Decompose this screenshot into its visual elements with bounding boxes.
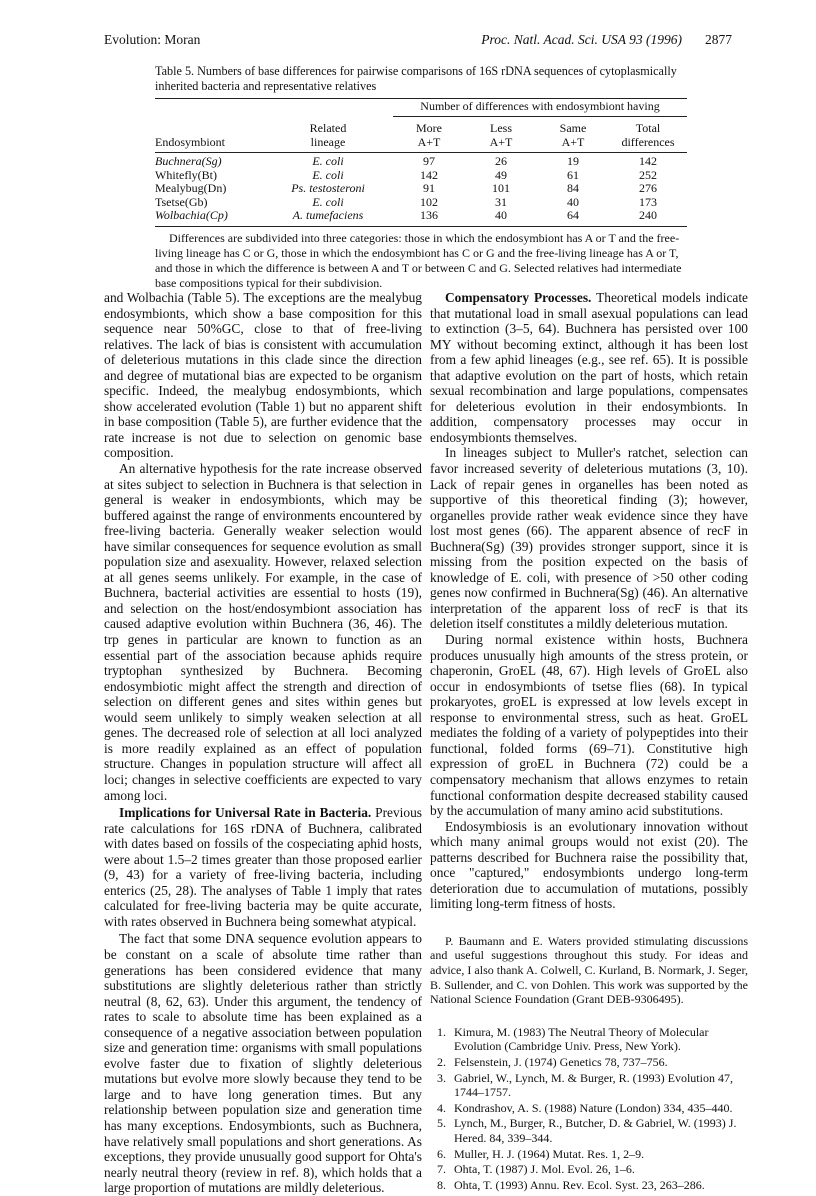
cell-less: 31: [495, 194, 507, 209]
reference-item: 7. Ohta, T. (1987) J. Mol. Evol. 26, 1–6.: [437, 1162, 635, 1177]
journal-citation: Proc. Natl. Acad. Sci. USA 93 (1996): [481, 32, 682, 47]
cell-total: 173: [639, 194, 657, 209]
table-row: [155, 209, 687, 223]
cell-related: Ps. testosteroni: [291, 181, 365, 195]
reference-item: 2. Felsenstein, J. (1974) Genetics 78, 737–756.: [437, 1055, 668, 1070]
col-header-total: Total differences: [621, 121, 675, 149]
col-header-more: More A+T: [416, 121, 442, 149]
cell-more: 97: [423, 154, 435, 168]
left-column: [104, 290, 422, 1196]
cell-less: 40: [495, 208, 507, 222]
table-span-header-row: [155, 99, 687, 117]
table-row: [155, 169, 687, 183]
reference-item: 3. Gabriel, W., Lynch, M. & Burger, R. (1993) Evolution 47, 1744–1757.: [437, 1070, 733, 1100]
table-span-header: [393, 99, 687, 117]
cell-more: 102: [420, 194, 438, 209]
acknowledgments: P. Baumann and E. Waters provided stimulating discussions and useful suggestions throughout this study. For ideas and advice, I also thank A. Colwell, C. Kurland, B. Normark, J. Seger, B. Sullender, and C. von Dohlen. This work was supported by the National Science Foundation (Grant DEB-9306495).: [430, 933, 748, 1007]
cell-same: 64: [567, 208, 579, 222]
cell-endosymbiont: Tsetse(Gb): [155, 194, 208, 209]
cell-related: E. coli: [312, 154, 344, 168]
cell-less: 49: [495, 167, 507, 182]
table-5: [155, 64, 687, 291]
cell-related: A. tumefaciens: [292, 208, 364, 222]
cell-endosymbiont: Mealybug(Dn): [155, 181, 227, 195]
page-number: 2877: [705, 32, 732, 47]
reference-item: 6. Muller, H. J. (1964) Mutat. Res. 1, 2–9.: [437, 1146, 645, 1161]
paragraph: During normal existence within hosts, Buchnera produces unusually high amounts of the stress protein, or chaperonin, GroEL (48, 67). High levels of GroEL also occur in endosymbionts of tsetse flies (68). In typical prokaryotes, groEL is expressed at low levels except in response to environmental stress, such as heat. GroEL mediates the folding of a variety of polypeptides into their functional, folded forms (69–71). Constitutive high expression of groEL in Buchnera (72) could be a compensatory mechanism that allows enzymes to retain functional conformation despite decreased stability caused by the accumulation of many amino acid substitutions.: [430, 632, 748, 819]
table-row: [155, 196, 687, 210]
cell-related: E. coli: [312, 167, 344, 182]
col-header-less: Less A+T: [489, 121, 513, 149]
cell-endosymbiont: Wolbachia(Cp): [155, 208, 228, 222]
paragraph: In lineages subject to Muller's ratchet, selection can favor increased severity of deleterious mutations (3, 10). Lack of repair genes in organelles has been noted as supportive of this theoretical finding (3); however, organelles provide rather weak evidence since they have lost most genes (66). The apparent absence of recF in Buchnera(Sg) (39) provides stronger support, since it is missing from the position expected on the basis of knowledge of E. coli, with presence of >50 other coding genes now confirmed in Buchnera(Sg) (46). An alternative interpretation of the apparent loss of recF is that its deletion itself constitutes a mildly deleterious mutation.: [430, 445, 748, 632]
cell-related: E. coli: [312, 194, 344, 209]
cell-more: 136: [420, 208, 438, 222]
reference-item: 4. Kondrashov, A. S. (1988) Nature (London) 334, 435–440.: [437, 1100, 733, 1115]
reference-item: 5. Lynch, M., Burger, R., Butcher, D. & Gabriel, W. (1993) J. Hered. 84, 339–344.: [437, 1116, 737, 1145]
cell-less: 26: [495, 154, 507, 168]
paragraph: The fact that some DNA sequence evolution appears to be constant on a scale of absolute time rather than generations has been considered evidence that many substitutions are slightly deleterious rather than strictly neutral (8, 62, 63). Under this argument, the tendency of rates to scale to absolute time has been explained as a consequence of a negative association between population size and generation time: organisms with small populations evolve faster due to fixation of slightly deleterious mutations but evolve more slowly because they tend to be large and to have long generation times. But any relationship between population size and generation time has many exceptions. Endosymbionts, such as Buchnera, have relatively small populations and short generations. As exceptions, they provide unusually good support for Ohta's nearly neutral theory (review in ref. 8), which holds that a large proportion of mutations are mildly deleterious.: [104, 931, 422, 1196]
col-header-related: Related lineage: [309, 121, 347, 149]
paragraph: Compensatory Processes. Theoretical models indicate that mutational load in small asexual populations can lead to extinction (3–5, 64). Buchnera has persisted over 100 MY without becoming extinct, although it has been lost from a few aphid lineages (e.g., see ref. 65). It is possible that adaptive evolution on the part of hosts, which retain sexual recombination and large populations, compensates for deleterious evolution in their endosymbionts. In addition, compensatory processes may occur in endosymbionts themselves.: [430, 290, 748, 445]
span-header-text: Number of differences with endosymbiont having: [393, 99, 687, 117]
paragraph: Endosymbiosis is an evolutionary innovation without which many animal groups would not exist (20). The patterns described for Buchnera raise the possibility that, once "captured," endosymbionts undergo long-term deterioration due to accumulation of mutations, possibly limiting long-term fitness of hosts.: [430, 818, 748, 912]
cell-endosymbiont: Whitefly(Bt): [155, 167, 217, 182]
cell-total: 276: [639, 181, 657, 195]
reference-list: [430, 1025, 748, 1193]
cell-total: 252: [639, 167, 657, 182]
paragraph: and Wolbachia (Table 5). The exceptions are the mealybug endosymbionts, which show a base composition for this sequence near 50%GC, close to that of free-living relatives. The lack of bias is consistent with accumulation of deleterious mutations in this clade since the direction and degree of mutational bias are expected to be organism specific. Indeed, the mealybug endosymbionts, which show accelerated evolution (Table 1) but no apparent shift in base composition (Table 5), are further evidence that the rate increase is not due to selection on genomic base composition.: [104, 290, 422, 461]
cell-same: 84: [567, 181, 579, 195]
cell-same: 40: [567, 194, 579, 209]
reference-item: 8. Ohta, T. (1993) Annu. Rev. Ecol. Syst. 23, 263–286.: [437, 1177, 705, 1192]
cell-more: 91: [423, 181, 435, 195]
cell-same: 19: [567, 154, 579, 168]
paragraph: An alternative hypothesis for the rate increase observed at sites subject to selection in Buchnera is that selection in general is weaker in endosymbionts, which may be buffered against the range of environments encountered by free-living bacteria. Generally weaker selection would have similar consequences for sequence evolution as small population size and asexuality. However, relaxed selection at all genes seems unlikely. For example, in the case of Buchnera, bacterial activities are essential to hosts (19), and selection on the host/endosymbiont association has caused adaptive evolution within Buchnera (36, 46). The trp genes in particular are known to function as an essential part of the association because aphids require tryptophan synthesized by Buchnera. Becoming endosymbiotic might affect the strength and direction of selection on different genes and sites within genes but would seem unlikely to simply weaken selection at all genes. The decreased role of selection at all loci analyzed is more readily explained as an effect of population structure. Changes in population structure will affect all loci; changes in selective coefficients are expected to vary among loci.: [104, 461, 422, 803]
cell-same: 61: [567, 167, 579, 182]
cell-endosymbiont: Buchnera(Sg): [155, 154, 222, 168]
table-row: [155, 182, 687, 196]
col-header-same: Same A+T: [559, 121, 587, 149]
table-header-row: [155, 117, 687, 149]
table-caption: Table 5. Numbers of base differences for pairwise comparisons of 16S rDNA sequences of cytoplasmically inherited bacteria and representative relatives: [155, 64, 677, 93]
cell-less: 101: [492, 181, 510, 195]
table-footnote: Differences are subdivided into three categories: those in which the endosymbiont has A or T and the free-living lineage has C or G, those in which the endosymbiont has C or G and the free-living lineage has A or T, and those in which the difference is between A and T or between C and G. Selected relatives had intermediate base compositions typical for their subdivision.: [155, 230, 682, 290]
cell-total: 240: [639, 208, 657, 222]
cell-total: 142: [639, 154, 657, 168]
paragraph: Implications for Universal Rate in Bacteria. Previous rate calculations for 16S rDNA of Buchnera, calibrated with dates based on fossils of the cospeciating aphid hosts, were about 1.5–2 times greater than those proposed earlier (9, 43) for a variety of free-living bacteria, including enterics (25, 28). The analyses of Table 1 imply that rates calculated for free-living bacteria may be quite accurate, with rates observed in Buchnera being somewhat atypical.: [104, 805, 422, 929]
right-column: [430, 290, 748, 1193]
cell-more: 142: [420, 167, 438, 182]
section-heading-inline: Compensatory Processes.: [445, 290, 592, 305]
reference-item: 1. Kimura, M. (1983) The Neutral Theory of Molecular Evolution (Cambridge Univ. Press, New York).: [437, 1024, 709, 1054]
table-5-grid: [155, 99, 687, 227]
section-heading-inline: Implications for Universal Rate in Bacteria.: [119, 805, 372, 821]
section-heading: Evolution: Moran: [104, 32, 201, 47]
running-header: [104, 32, 732, 52]
col-header-endosymbiont: Endosymbiont: [155, 135, 226, 149]
table-row: [155, 155, 687, 169]
